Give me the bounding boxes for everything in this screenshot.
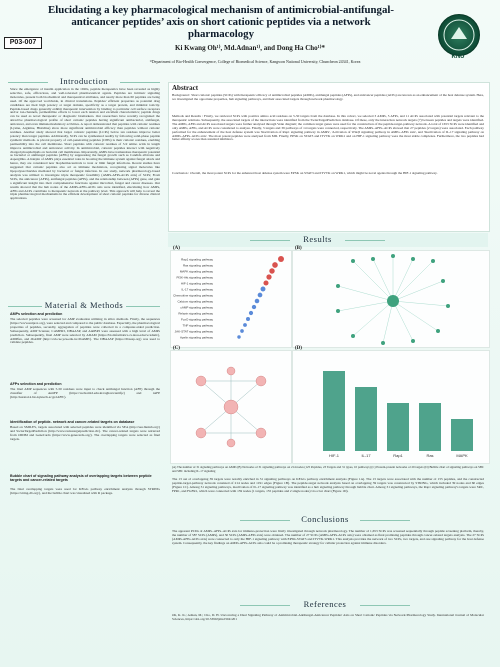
bubble-point [243,323,247,327]
divider [240,520,290,521]
materials-text-1: The selected peptides were screened for AMP evaluation utilizing in silico methods. Firstly, the sequences (https://www.uniprot.org), were selected and compared to the public database. Especially, the pharmacological properties of peptides, secondly, aggregation of peptides were collected in a computer-aided prediction. Subsequently, AMP Scanner, CAMPR3, DBAASP, and AntiBP2 were assessed with a high level of AMPs prediction. Subsequently, final AMP were selected by ADAM (https://bioinformatics.cs.ntou.edu.tw/adam/), AMPfun, and dbAMP (http://csb.cse.yzu.edu.tw/dbAMP/). The DBAASP (https://dbaasp.org) was used to validate peptides. [10,318,160,345]
poster-title: Elucidating a key pharmacological mechanism of antimicrobial-antifungal-anticancer peptides’ axis on short cationic peptides via a network pharmacology [48,4,394,40]
bubble-point [263,280,268,285]
divider [8,82,48,83]
materials-subhead-3: Identification of peptide- network and cancer-related targets on database [10,420,135,424]
introduction-heading: Introduction [59,76,109,86]
poster-id: P03-007 [4,37,42,49]
tick-label: IL-17 signaling pathway [181,287,213,292]
abstract-background: Background : Short cationic peptides (SCPs) with therapeutic efficacy of antimicrobial peptides (AMPs), antifungal peptides (AFPs), and anticancer peptides (ACPs) are known as an enhancement of the host defense system. Here, we investigated the opportune properties, hub signaling pathways, and their associated targets through network pharmacology. [172,94,484,101]
bubble-point [266,274,271,279]
university-logo-icon [438,14,480,56]
network-graph-icon [293,251,489,347]
authors: Ki Kwang Oh¹⁾, Md.Adnan¹⁾, and Dong Ha Cho¹⁾* [175,44,325,52]
tick-label: Ras signaling pathway [182,263,213,268]
divider [360,605,410,606]
tick-label: Rap1 [393,453,403,458]
tick-label: MAPK [456,453,468,458]
bubble-point [258,293,263,298]
figure-b-label: (B) [295,246,302,251]
references-text: Oh, K. K.; Adnan, M.; Cho, D. H. Uncovering a Dual Signaling Pathway of Antimicrobial-Antifungal-Anticancer Peptides' Axis on Short Cationic Peptides via Network Pharmacology Study. International Journal of Molecular Sciences, https://doi.org/10.3390/ijms23041201 [172,614,484,621]
figure-b [292,250,490,348]
materials-text-4: The final overlapping targets were used for KEGG pathway enrichment analysis through STRING (https://string-db.org/), and the bubble chart was visualized with R package. [10,488,160,495]
logo-emblem-icon [439,15,479,55]
tick-label: Ras [426,453,434,458]
tick-label: cAMP signaling pathway [180,305,213,310]
results-paragraph: The 13 out of overlapping 39 targets were notably enriched in 31 signaling pathways on KEGG pathway enrichment analysis (Figure 1A). The 13 targets were associated with the number of 155 peptides, and the constructed peptide-target-pathway network consisted of 214 nodes and 1191 edges (Figure 1B). The peptide-target network analysis based on overlapping 39 targets was constructed by STRING, which included 39 nodes and 60 edges (Figure 1C). Among 31 signaling pathways, inactivation of IL-17 signaling pathway was identified as a hub signaling pathway through bubble chart. Among 31 signaling pathways, the Rap1 signaling pathway's targets were SRC, FPR1, and FGFR1, which were connected with 159 nodes (1 targets, 155 peptides and 2 single nodes) via a bar chart (Figure 1D). [172,478,484,493]
logo-text: KNU [451,54,465,60]
materials-heading: Material & Methods [44,300,124,310]
tick-label: PI3K-Akt signaling pathway [176,275,213,280]
bubble-point [269,268,274,273]
bubble-point [240,329,244,333]
materials-subhead-4: Bubble chart of signaling pathway analysis of overlapping targets between peptide targets and cancer-related targets [10,474,152,482]
bubble-point [272,262,278,268]
materials-subhead-1: AMPs selection and prediction [10,312,63,316]
divider [126,306,160,307]
bar [387,403,409,451]
divider [120,82,160,83]
bubble-point [249,311,253,315]
divider [360,520,410,521]
tick-label: Chemokine signaling pathway [173,293,213,298]
conclusions-heading: Conclusions [301,514,349,524]
tick-label: Calcium signaling pathway [177,299,213,304]
tick-label: JAK-STAT signaling pathway [174,329,213,334]
tick-label: HIF-1 signaling pathway [180,281,213,286]
tick-label: Rap1 signaling pathway [181,257,213,262]
bubble-point [278,256,284,262]
figure-d-label: (D) [295,346,302,351]
tick-label: FoxO signaling pathway [180,317,213,322]
figure-c [170,350,292,464]
results-heading: Results [303,234,332,244]
bubble-chart [171,251,291,347]
figure-d [292,350,490,464]
tick-label: IL-17 [361,453,371,458]
divider [250,240,290,241]
tick-label: TNF signaling pathway [182,323,213,328]
affiliation: ¹⁾Department of Bio-Health Convergence, College of Biomedical Science, Kangwon National University, Chuncheon 24341, Korea [149,59,361,64]
figure-c-label: (C) [173,346,180,351]
bar [451,419,473,451]
figure-a [170,250,292,348]
materials-text-3: Based on SMILES, targets associated with selected peptides were identified via SEA (http://sea.bkslab.org/) and SwissTargetPrediction (http://www.swisstargetprediction.ch/). The cancer-related targets were retrieved from OMIM and GeneCards (https://www.genecards.org/). The overlapping targets were selected as final targets. [10,426,160,441]
bar [323,371,345,451]
bubble-point [255,299,260,304]
tick-label: MAPK signaling pathway [179,269,213,274]
figure-a-label: (A) [173,246,180,251]
bubble-point [237,335,240,338]
bubble-point [261,287,266,292]
materials-subhead-2: AFPs selection and prediction [10,382,62,386]
bubble-point [246,317,250,321]
abstract-methods: Methods and Results : Firstly, we retrieved SCPs with positive amino acid residues on 5-50 targets from the database. In this cohort, we selected 3 AMPs, 5 AFPs, and 11 ACPs associated with potential targets relevant to the therapeutic relations. Subsequently, the associated targets of the interactions were identified from the SwissTargetPrediction database. Of these, only the interaction network targets (7) between peptides and targets were identified. The AMPs, AFPs and ACPs associated targets were further analysed through Venn diagram; the common target genes were used for the construction of the peptide-target-pathway network. A total of 1653 SCPs were identified and only AMPs, AFPs, and ACPs were considered to analyze. Finally, 3 targets and 39 pathways of 14 targets were connected, respectively. The AMPs–AFPs–ACPs showed that 27 peptides (2 targets) were associated. Each pathway performed for the enhancement of the host defense system was 'Inactivation of Rap1 signaling pathway in AMPs', 'Activation of Wnt/β signaling pathway in AMPs–AFPs axis', and 'Inactivation of IL-17 signaling pathway on AMPs–AFPs–ACPs axis'. The most potent peptides were analysed from MD. Finally, EPSK on STAT3 and ITVTK on WRK1 and on HIF-1 signaling pathway were the most stable complexes. Furthermore, the two peptides had better affinity scores than standard inhibitors. [172,115,484,142]
divider [240,605,290,606]
abstract-conclusion: Conclusion : Overall, the most potent SCPs for the enhanced host defense system were EPSK on STAT3 and ITVTK on WRK1, which might be novel agents through the HIF-1 signaling pathway. [172,172,438,175]
tick-label: Apelin signaling pathway [179,335,213,340]
divider [345,240,385,241]
abstract-heading: Abstract [172,84,199,92]
materials-text-2: The final AMP sequences with 5-50 residues were input to check antifungal function (AFP) through the classifier of AntiFP (https://webs.iiitd.edu.in/raghava/antifp/) and iAFP (http://kurata14.bio.kyutech.ac.jp/iAFP/). [10,388,160,399]
figure-caption: (A) The number of 31 signaling pathways on AMPs (B) Networks of 31 signaling pathways on 214 nodes (125 Peptides, 23 Targets and 31 types, 10 pathways) (C) Protein-protein networks of 29 targets (D) Bubble chart of signaling pathways on SBC and SBC including IL-17 signaling [172,466,484,473]
bar [419,403,441,451]
references-heading: References [303,599,347,609]
divider [8,306,42,307]
bar-chart [293,351,489,463]
introduction-text: Since the emergence of insulin application in the 1920s, peptide therapeutics have been revealed as highly selective, safe, efficacious, and well-tolerated pharmaceutical agents. Peptides are intrinsic signaling molecules, present both biochemical and therapeutical attributes, and nearly more than 60 peptides are being used. Of the approved worldwide, in clinical translations. Peptides' efficient properties as potential drug candidates are their high potency or target domain, specificity as a target protein, and minimal toxicity. Peptide-based drugs generally exhibit therapeutic intervention by binding to particular cell surface receptors and/or ion-channels, permeabilize efforts to lower each tension and excellent characteristics; peptide drugs can be used as novel therapeutic or diagnostic biomarkers. Our researchers have recently recognized the attractive pharmacological profile of short cationic peptides having significant antibacterial, antifungal, anticancer, and even immunomodulatory activities. A report demonstrated that peptides with cationic residues (Lysine, Arginine, Histidine) show more significant antimicrobial efficacy than peptides without cationic residues. Another study showed that larger cationic peptides (LCPs) below ten residues improve better potency than longer peptides. Additionally, SCPs can be synthesized readily by following solid-phase peptide synthetic methods. A pivotal property of cell-penetrating peptides (CPPs) is their cationic residues, enabling permeability into the cell membrane. Short peptides with cationic residues of 3-9 amino acids in length improve antimicrobial and anticancer activity. In antimicrobial, cationic peptides interact with negatively charged phospholipids on bacterial cell membranes. Importantly, AMPs have tremendous therapeutic potential as bacterial or antifungal peptides (AFPs) by suppressing the fungal growth such as Candida albicans and Aspergillus. A hairpin of AMPs plays essential roles in boosting the immune system against fungal attack and hence, they are considered new biopharmaceuticals to treat or limit fungal infections. Recent studies have suggested that cationic peptides also act as immune modulators, recognizing signal molecules like lipopolysaccharides mediated by bacterial or fungal infection. In our study, network pharmacology-based analysis was utilized to investigate triple therapeutic feasibility (AMPs-AFPs-ACPs axis) of SCPs; From SCPs, the anticancer (AFPs), antifungal peptides (AFPs), and the relationship between (AFPs) gene, and gain a significant insight into their comprehensive functions against microbial, fungal and cancer diseases. Our results showed that the hub nodes of the AMPs-AFPs-ACPs axis were identified, elucidating how AMPs, AFPs and ACPs contribute to therapeutic network at the pathway level. This approach will help to reveal the triple pharmacological mechanisms in the efficient development of short cationic peptides for diverse clinical applications. [10,88,160,201]
bar [355,387,377,451]
protein-network-icon [171,351,291,463]
conclusions-text: The apparent PCDs of AMPs–AFPs–ACPs axis for immuno-protection were firstly investigated through network pharmacology. The number of 1,653 SCPs was screened sequentially through peptide screening platform, thereby, the number of 587 SCPs (AMPs), and 30 SCPs (AMPs-AFPs axis) were obtained. The number of 27 SCPs (AMPs-AFPs-ACPs axis) were obtained as final promising peptides through cancer-related targets analysis. The 27 SCPs (AMPs-AFPs-ACPs axis) were connected to only the HIF-1 signaling pathway with EPSK-STAT3 and ITVTK-WRK1. This analysis provides the network of two SCPs, two targets, and one signaling pathway for the host defense system. Consequently, the key findings on AMPs-AFPs-ACPs axis could be a promising therapeutic strategy for cellular protection against immune disorders. [172,530,484,545]
bubble-point [252,305,256,309]
tick-label: Relaxin signaling pathway [178,311,213,316]
tick-label: HIF-1 [329,453,339,458]
